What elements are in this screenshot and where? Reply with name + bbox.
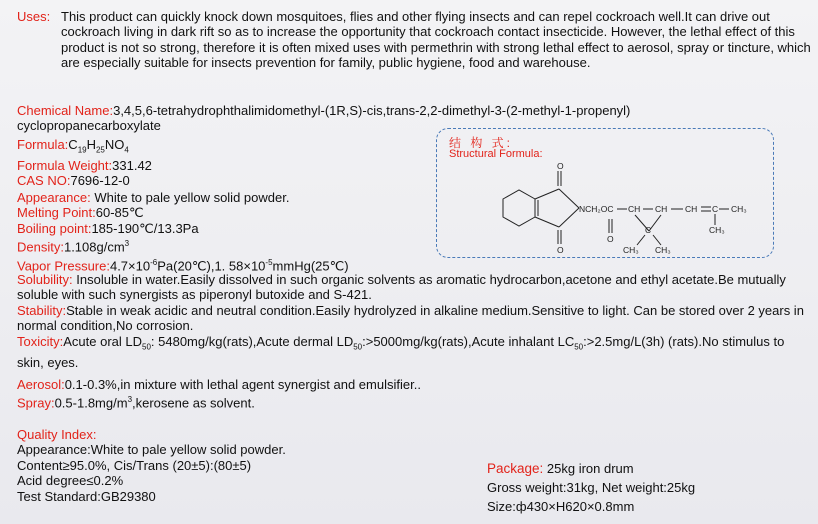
toxicity-t3: :>5000mg/kg(rats),Acute inhalant LC [362,333,575,349]
melting-point-label: Melting Point: [17,205,96,221]
atom-label: CH₃ [731,204,747,214]
structural-formula-diagram [437,129,773,257]
package-value: 25kg iron drum [543,461,634,476]
atom-label: CH [655,204,668,214]
spray-label: Spray: [17,395,55,411]
chemical-name-value-2: cyclopropanecarboxylate [17,118,161,134]
bond-carbonyl-n-top [559,189,579,208]
atom-label: NCH₂OC [579,204,614,214]
bond-c-carbonyl-top [535,189,559,199]
formula-h-n: 25 [95,145,105,155]
toxicity-t1: Acute oral LD [63,333,142,349]
melting-point-value: 60-85℃ [95,205,144,221]
identity-section [17,137,437,189]
formula-c: C [68,137,78,152]
appearance-value: White to pale yellow solid powder. [90,190,290,205]
physical-properties-section [17,190,437,274]
quality-label: Quality Index: [17,427,97,442]
package-label: Package: [487,461,544,476]
stability-value: Stable in weak acidic and neutral condition.Easily hydrolyzed in alkaline medium.Sensitive to light. Can be stored over 2 years in normal condition,No corrosion. [17,302,804,334]
vapor-v3: mmHg(25℃) [272,258,349,274]
uses-label: Uses: [17,9,51,24]
vapor-e2: -5 [265,257,273,267]
toxicity-s2: 50 [353,342,363,352]
atom-label: C [712,204,719,214]
package-weight: Gross weight:31kg, Net weight:25kg [487,480,696,495]
boiling-point-value: 185-190℃/13.3Pa [91,220,199,236]
quality-index-section [17,427,417,504]
atom-label: O [557,161,564,171]
atom-label: CH₃ [623,245,639,255]
chemical-properties-section [17,272,807,370]
spray-sup: 3 [127,395,133,405]
appearance-label: Appearance: [17,190,91,205]
quality-line: Appearance:White to pale yellow solid powder. [17,442,286,458]
formula-o-n: 4 [124,145,129,155]
bond-c-carbonyl-bottom [535,217,559,227]
package-size: Size:ф430×H620×0.8mm [487,499,635,514]
aerosol-label: Aerosol: [17,377,65,392]
atom-label: C [645,225,652,235]
vapor-pressure-label: Vapor Pressure: [17,258,110,274]
quality-line: Test Standard:GB29380 [17,488,156,504]
density-value: 1.108g/cm [63,239,125,255]
vapor-v2: Pa(20℃),1. 58×10 [157,258,266,274]
solubility-label: Solubility: [17,272,73,287]
atom-label: CH₃ [709,225,725,235]
structural-formula-box [436,128,774,258]
stability-label: Stability: [17,302,67,318]
toxicity-s1: 50 [142,342,151,352]
atom-label: O [557,245,564,255]
toxicity-label: Toxicity: [17,333,64,349]
bond-carbonyl-n-bottom [559,208,579,227]
density-label: Density: [17,239,64,255]
cas-label: CAS NO: [17,173,71,189]
aerosol-value: 0.1-0.3%,in mixture with lethal agent synergist and emulsifier.. [64,377,421,392]
atom-label: CH [628,204,641,214]
density-sup: 3 [124,239,130,249]
chemical-name-label: Chemical Name: [17,103,114,118]
atom-label: O [607,234,614,244]
spray-rest: ,kerosene as solvent. [132,395,255,411]
uses-text: This product can quickly knock down mosquitoes, flies and other flying insects and can repel cockroach well.It can drive out cockroach living in dark rift so as to increase the opportunity that cockroach contact insecticide. However, the lethal effect of this product is not so strong, therefore it is often mixed uses with permethrin with strong lethal effect to aerosol, spray or tincture, which are especially suitable for insects prevention for family, public hygiene, food and warehouse. [61,9,811,71]
formula-c-n: 19 [77,145,87,155]
toxicity-t2: : 5480mg/kg(rats),Acute dermal LD [150,333,354,349]
toxicity-s3: 50 [574,342,584,352]
quality-line: Content≥95.0%, Cis/Trans (20±5):(80±5) [17,457,252,473]
quality-line: Acid degree≤0.2% [17,473,124,489]
vapor-e1: -6 [150,257,158,267]
vapor-v1: 4.7×10 [109,258,151,274]
application-section [17,377,617,411]
formula-label: Formula: [17,137,69,152]
cyclohexene-ring [503,190,535,226]
atom-label: CH [685,204,698,214]
chemical-name-value-1: 3,4,5,6-tetrahydrophthalimidomethyl-(1R,S)-cis,trans-2,2-dimethyl-3-(2-methyl-1-propenyl) [113,103,631,118]
cas-row [17,173,437,188]
boiling-point-label: Boiling point: [17,220,92,236]
formula-rest: NO [104,137,125,152]
gem-methyl-bond [637,235,645,245]
atom-label: CH₃ [655,245,671,255]
package-section [487,459,807,516]
gem-methyl-bond [653,235,661,245]
formula-weight-value: 331.42 [112,158,152,173]
formula-weight-row [17,158,437,173]
structure-atoms [557,161,747,255]
solubility-value: Insoluble in water.Easily dissolved in such organic solvents as aromatic hydrocarbon,acetone and ethyl acetate.Be mutually soluble with such synergists as piperonyl butoxide and S-421. [17,272,786,303]
formula-row [17,137,437,158]
formula-h: H [86,137,96,152]
uses-section [17,9,812,71]
spray-value: 0.5-1.8mg/m [54,395,128,411]
toxicity-t4: :>2.5mg/L(3h) (rats).No stimulus to skin, eyes. [17,333,785,370]
formula-weight-label: Formula Weight: [17,158,113,173]
cas-value: 7696-12-0 [70,173,130,189]
structure-title-cn: 结 构 式: [449,136,514,150]
structure-title-en: Structural Formula: [449,148,543,160]
